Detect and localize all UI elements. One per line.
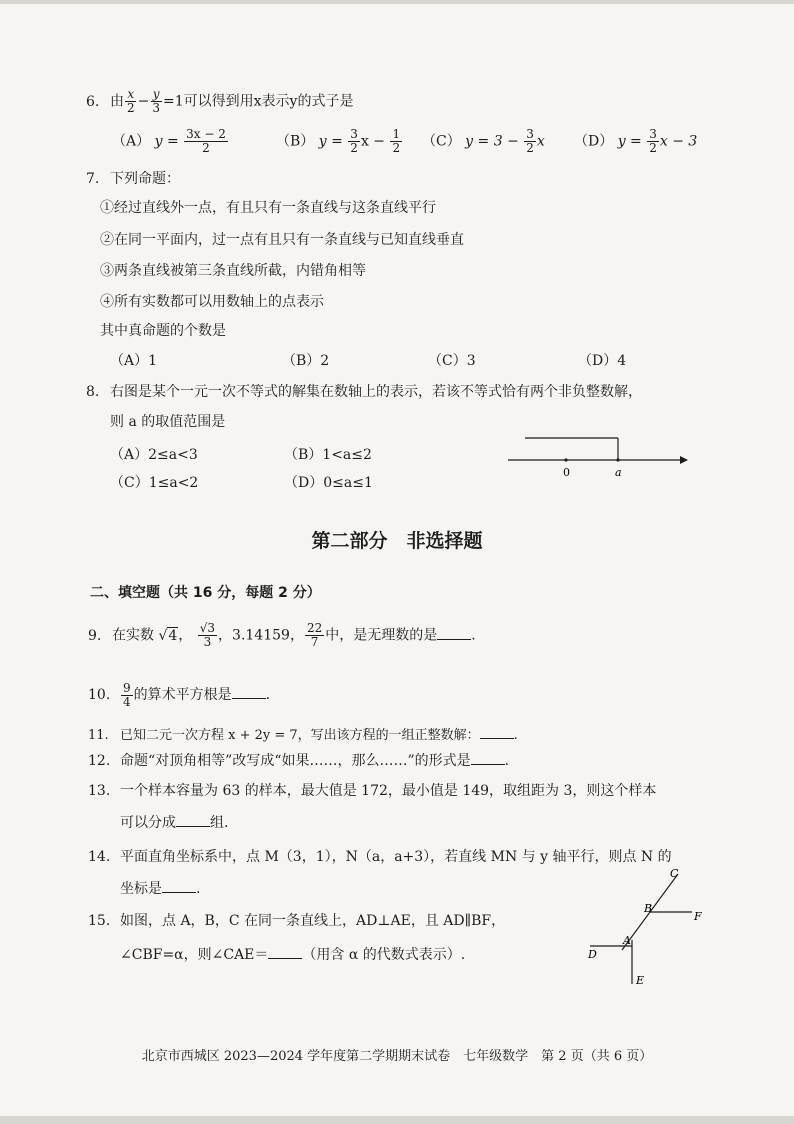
- q6-option-a: （A） y = $\frac{3x - 2}{2}$: [112, 127, 226, 155]
- q6-option-c: （C） y = 3 − $\frac{3}{2}$ x: [422, 127, 545, 155]
- q6-option-d: （D） y = $\frac{3}{2}$ x − 3: [574, 127, 698, 155]
- q15-stem-2: ∠CBF=α，则∠CAE＝ （用含 α 的代数式表示）.: [120, 947, 466, 963]
- q7-item-3: ③两条直线被第三条直线所截，内错角相等: [100, 263, 366, 279]
- q13-answer-blank[interactable]: [176, 814, 210, 827]
- q7-item-4: ④所有实数都可以用数轴上的点表示: [100, 294, 324, 310]
- q8-option-c: （C）1≤a<2: [110, 475, 199, 491]
- label-A: A: [623, 934, 631, 947]
- q6-frac-y: $\frac{y}{3}$: [152, 87, 161, 115]
- q8-stem: 8. 右图是某个一元一次不等式的解集在数轴上的表示，若该不等式恰有两个非负整数解，: [86, 384, 642, 400]
- q7-option-b: （B）2: [282, 353, 330, 369]
- q6-option-b: （B） y = $\frac{3}{2}$ x − $\frac{1}{2}$: [276, 127, 401, 155]
- label-B: B: [644, 902, 653, 915]
- q15-figure: [580, 862, 710, 992]
- q15-answer-blank[interactable]: [268, 946, 302, 959]
- q14-stem-2: 坐标是 .: [120, 881, 201, 897]
- label-C: C: [670, 867, 679, 880]
- q10-stem: 10. $\frac{9}{4}$ 的算术平方根是 .: [88, 680, 271, 709]
- q12-stem: 12. 命题“对顶角相等”改写成“如果……，那么……”的形式是 .: [88, 753, 510, 769]
- q10-answer-blank[interactable]: [232, 686, 266, 699]
- q8-number-line: [500, 430, 690, 486]
- page-footer: 北京市西城区 2023—2024 学年度第二学期期末试卷 七年级数学 第 2 页（共 6 页）: [141, 1049, 653, 1064]
- q7-option-d: （D）4: [578, 353, 627, 369]
- q8-option-a: （A）2≤a<3: [110, 447, 198, 463]
- zero-tick: [564, 458, 567, 461]
- q7-stem: 7. 下列命题：: [86, 171, 180, 187]
- q7-item-2: ②在同一平面内，过一点有且只有一条直线与已知直线垂直: [100, 232, 464, 248]
- q9-answer-blank[interactable]: [437, 627, 471, 640]
- q13-stem-2: 可以分成 组.: [120, 815, 229, 831]
- q8-stem-2: 则 a 的取值范围是: [110, 414, 226, 430]
- q7-item-1: ①经过直线外一点，有且只有一条直线与这条直线平行: [100, 200, 436, 216]
- scan-edge-top: [0, 0, 794, 4]
- label-D: D: [588, 948, 597, 961]
- label-zero: 0: [563, 466, 570, 479]
- label-a: a: [615, 466, 622, 479]
- q9-sqrt4: √4: [158, 627, 178, 644]
- q14-answer-blank[interactable]: [162, 880, 196, 893]
- q9-stem: 9. 在实数 √4， $\frac{√3}{3}$ ，3.14159， $\frac{22}{7}$ 中，是无理数的是 .: [88, 621, 476, 649]
- q8-option-b: （B）1<a≤2: [284, 447, 372, 463]
- label-E: E: [636, 974, 645, 987]
- q6-frac-x: $\frac{x}{2}$: [127, 87, 135, 115]
- scan-edge-bottom: [0, 1116, 794, 1124]
- q14-stem: 14. 平面直角坐标系中，点 M（3，1），N（a，a+3），若直线 MN 与 y 轴平行，则点 N 的: [88, 849, 672, 865]
- q7-question: 其中真命题的个数是: [100, 323, 226, 339]
- q6-stem: 6. 由 $\frac{x}{2}$ − $\frac{y}{3}$ =1可以得到用x表示y的式子是: [86, 87, 354, 115]
- q12-answer-blank[interactable]: [471, 752, 505, 765]
- q13-stem: 13. 一个样本容量为 63 的样本，最大值是 172，最小值是 149，取组距为 3，则这个样本: [88, 783, 657, 799]
- q9-frac-sqrt3: $\frac{√3}{3}$: [199, 621, 216, 649]
- a-tick: [616, 458, 619, 461]
- q7-option-a: （A）1: [110, 353, 158, 369]
- section-fill-in-title: 二、填空题（共 16 分，每题 2 分）: [90, 585, 321, 601]
- q15-stem: 15. 如图，点 A，B，C 在同一条直线上，AD⊥AE，且 AD∥BF，: [88, 913, 506, 929]
- q9-frac-22-7: $\frac{22}{7}$: [306, 621, 323, 649]
- q8-option-d: （D）0≤a≤1: [284, 475, 373, 491]
- q11-stem: 11. 已知二元一次方程 x + 2y = 7，写出该方程的一组正整数解： .: [88, 728, 518, 743]
- part2-heading: 第二部分 非选择题: [311, 530, 483, 552]
- label-F: F: [694, 910, 702, 923]
- axis-arrow: [680, 456, 688, 464]
- q7-option-c: （C）3: [428, 353, 476, 369]
- q11-answer-blank[interactable]: [480, 726, 514, 739]
- q6-number: 6.: [86, 93, 100, 110]
